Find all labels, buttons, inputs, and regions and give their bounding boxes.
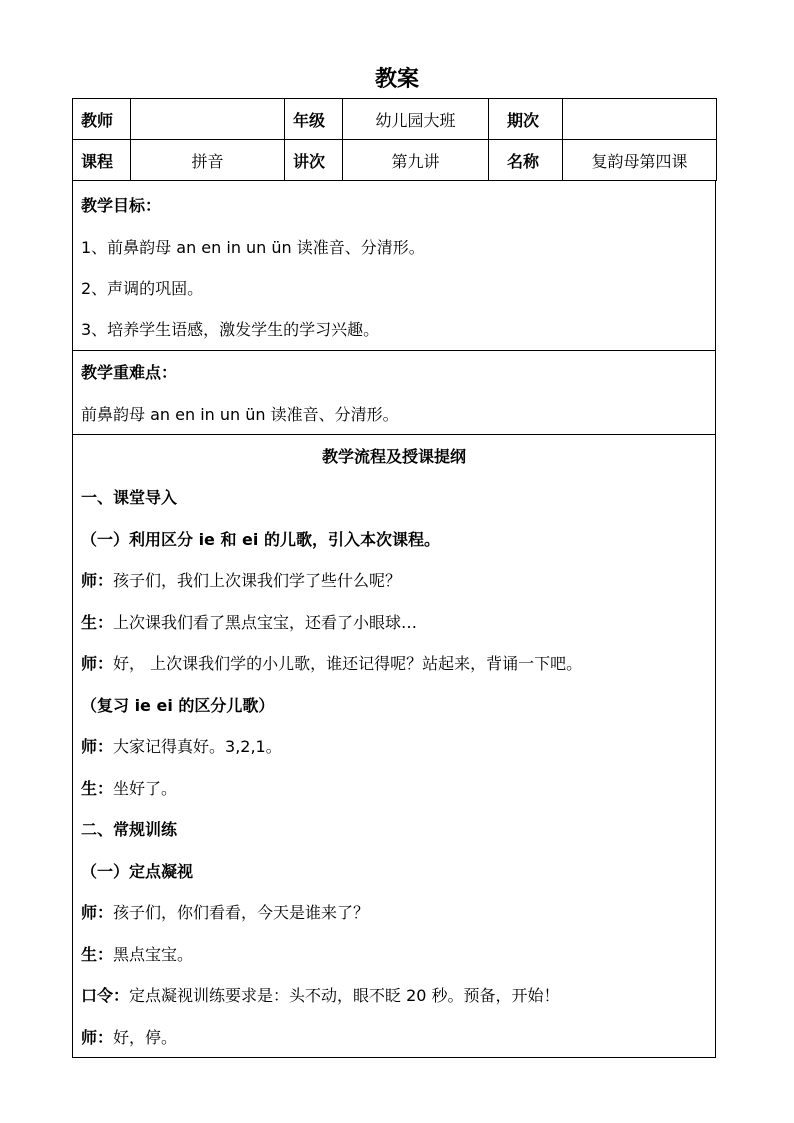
flow-line-text: 孩子们，你们看看，今天是谁来了？	[113, 903, 370, 922]
flow-line	[81, 530, 440, 550]
lecture-value: 第九讲	[343, 140, 489, 181]
period-label: 期次	[489, 99, 563, 140]
flow-line	[81, 986, 560, 1006]
flow-heading: 教学流程及授课提纲	[321, 447, 466, 466]
flow-line-text: 好，停。	[113, 1028, 178, 1047]
document-title: 教案	[374, 67, 419, 92]
flow-line	[81, 613, 417, 633]
teacher-value	[131, 99, 285, 140]
flow-line	[81, 488, 177, 508]
flow-line-text: 一、课堂导入	[81, 488, 178, 507]
flow-line-speaker: 师：	[81, 903, 114, 922]
course-value: 拼音	[131, 140, 285, 181]
objective-item: 1、前鼻韵母 an en in un ün 读准音、分清形。	[81, 238, 425, 257]
flow-line-speaker: 师：	[81, 571, 114, 590]
flow-line-speaker: 师：	[81, 1028, 114, 1047]
flow-line	[81, 654, 582, 674]
teacher-label: 教师	[73, 99, 131, 140]
key-points-section	[72, 351, 716, 435]
flow-line-text: 大家记得真好。3,2,1。	[113, 737, 282, 756]
grade-label: 年级	[285, 99, 343, 140]
flow-line	[81, 820, 177, 840]
flow-line-speaker: 师：	[81, 737, 114, 756]
lesson-info-table	[72, 98, 717, 181]
flow-line	[81, 862, 193, 882]
course-label: 课程	[73, 140, 131, 181]
flow-line-text: （一）定点凝视	[81, 862, 194, 881]
flow-line-text: （复习 ie ei 的区分儿歌）	[81, 696, 275, 715]
name-value: 复韵母第四课	[563, 140, 717, 181]
flow-line-text: （一）利用区分 ie 和 ei 的儿歌，引入本次课程。	[81, 530, 440, 549]
flow-line-speaker: 生：	[81, 779, 114, 798]
flow-line-text: 孩子们，我们上次课我们学了些什么呢？	[113, 571, 402, 590]
objective-item: 2、声调的巩固。	[81, 279, 204, 298]
flow-line-speaker: 师：	[81, 654, 114, 673]
flow-line	[81, 903, 369, 923]
teaching-flow-section	[72, 435, 716, 1058]
flow-line	[81, 945, 193, 965]
grade-value: 幼儿园大班	[343, 99, 489, 140]
key-points-heading: 教学重难点：	[81, 363, 178, 382]
flow-line-speaker: 生：	[81, 613, 114, 632]
key-points-text: 前鼻韵母 an en in un ün 读准音、分清形。	[81, 405, 399, 424]
flow-line	[81, 696, 274, 716]
flow-line-text: 上次课我们看了黑点宝宝，还看了小眼球…	[113, 613, 418, 632]
flow-line-speaker: 生：	[81, 945, 114, 964]
flow-line-text: 好， 上次课我们学的小儿歌，谁还记得呢？站起来，背诵一下吧。	[113, 654, 583, 673]
flow-line-text: 黑点宝宝。	[113, 945, 194, 964]
flow-line	[81, 779, 177, 799]
info-row-2	[73, 140, 717, 181]
objectives-heading: 教学目标：	[81, 196, 162, 215]
name-label: 名称	[489, 140, 563, 181]
period-value	[563, 99, 717, 140]
flow-line	[81, 1028, 177, 1048]
objective-item: 3、培养学生语感，激发学生的学习兴趣。	[81, 320, 380, 339]
flow-line-text: 定点凝视训练要求是：头不动，眼不眨 20 秒。预备，开始！	[129, 986, 560, 1005]
info-row-1	[73, 99, 717, 140]
flow-line-speaker: 口令：	[81, 986, 130, 1005]
flow-line	[81, 571, 401, 591]
objectives-section	[72, 181, 716, 351]
flow-line-text: 坐好了。	[113, 779, 178, 798]
lecture-label: 讲次	[285, 140, 343, 181]
flow-line	[81, 737, 282, 757]
flow-line-text: 二、常规训练	[81, 820, 178, 839]
